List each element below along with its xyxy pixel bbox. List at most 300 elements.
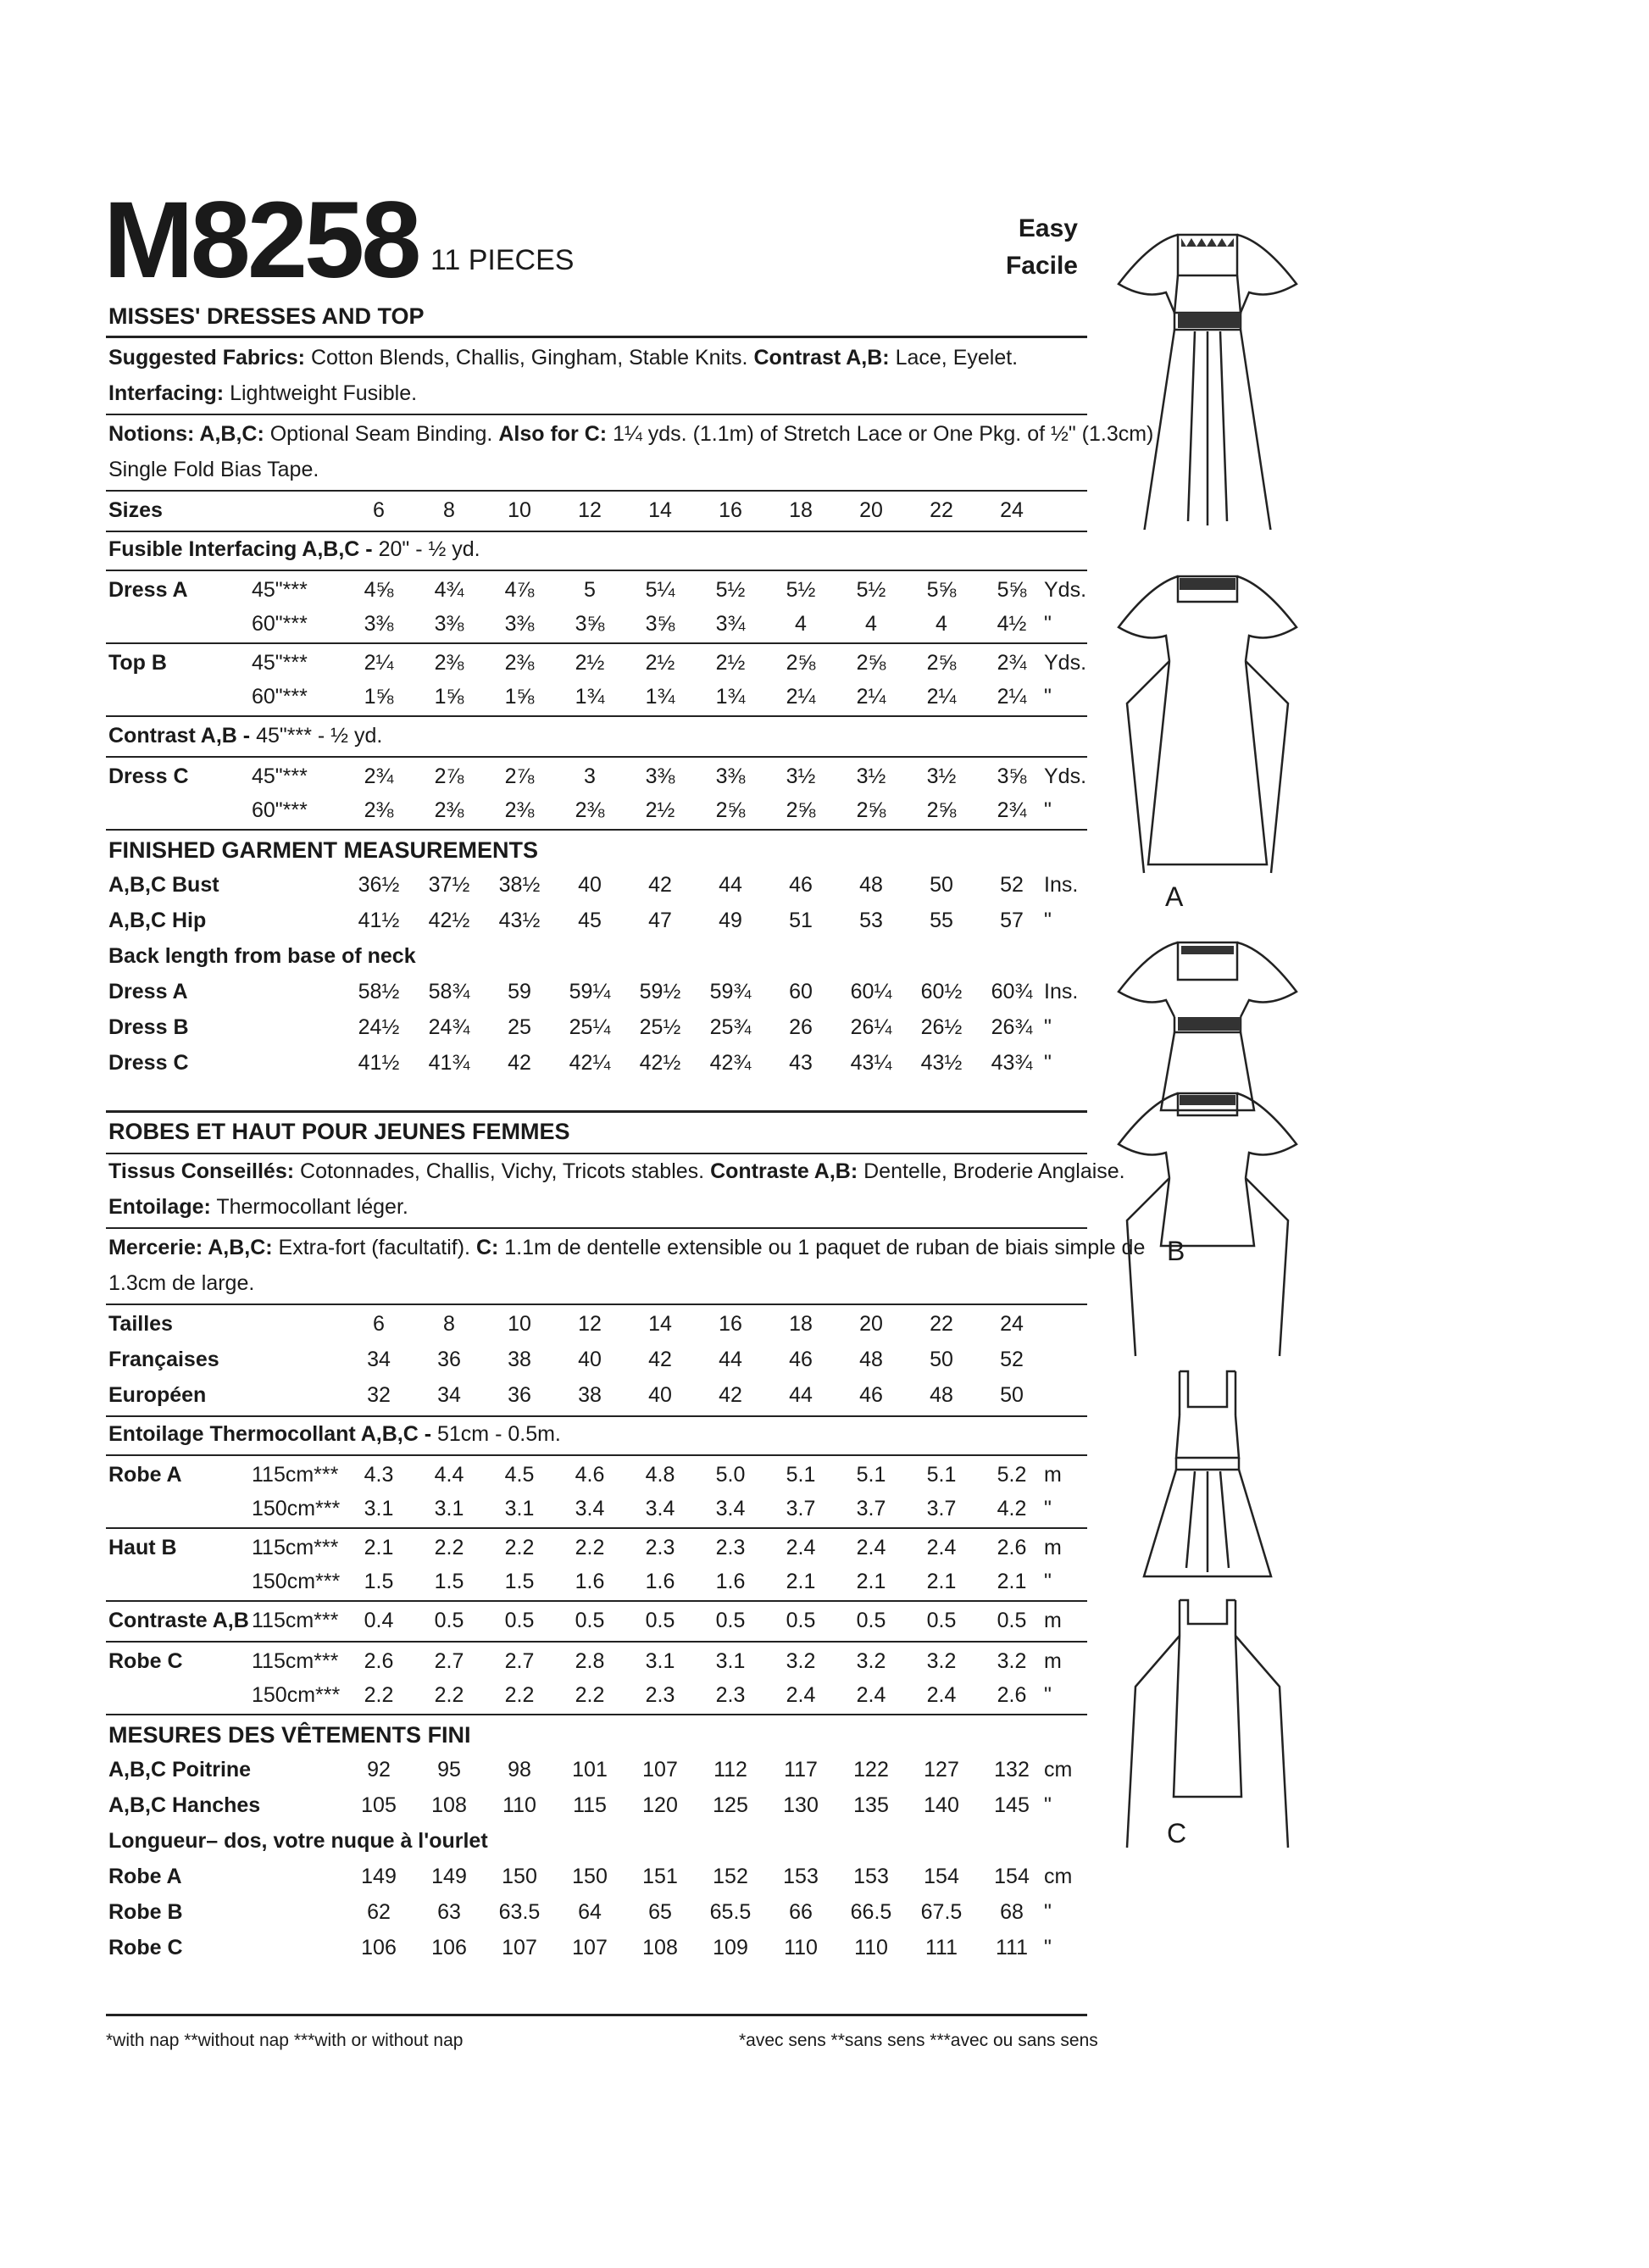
length-b-unit: " xyxy=(1044,1015,1052,1039)
europeen-value: 36 xyxy=(508,1383,531,1407)
hanches-value: 145 xyxy=(994,1793,1030,1817)
length-b-value: 24½ xyxy=(358,1015,400,1039)
top-b-yardage-value: 2¼ xyxy=(364,651,394,675)
haut-b-metrage-value: 1.5 xyxy=(434,1570,464,1593)
view-b-back-drawing xyxy=(1110,1085,1305,1365)
poitrine-value: 107 xyxy=(642,1758,678,1782)
contraste-metrage-value: 0.5 xyxy=(715,1609,746,1632)
robe-c-metrage-value: 2.7 xyxy=(504,1649,535,1673)
haut-b-metrage-value: 2.3 xyxy=(715,1536,746,1559)
longueur-a-value: 151 xyxy=(642,1865,678,1888)
top-b-yardage-value: 2⅝ xyxy=(926,651,957,675)
haut-b-metrage-fabric-width: 115cm*** xyxy=(252,1536,339,1559)
longueur-b-value: 63 xyxy=(437,1900,461,1924)
taille-value: 14 xyxy=(648,1312,672,1336)
contraste-metrage-value: 0.5 xyxy=(575,1609,605,1632)
difficulty-en: Easy xyxy=(1018,214,1078,242)
fusible-en-part: Fusible Interfacing A,B,C - xyxy=(108,537,373,561)
francaise-value: 48 xyxy=(859,1348,883,1371)
notions-en-part: Optional Seam Binding. xyxy=(269,422,493,446)
longueur-a-unit: cm xyxy=(1044,1865,1073,1888)
top-b-yardage-value: 2⅝ xyxy=(856,651,886,675)
hanches-value: 135 xyxy=(853,1793,889,1817)
dress-c-yardage-value: 3½ xyxy=(926,764,957,788)
size-value: 12 xyxy=(578,498,602,522)
robe-c-metrage-value: 2.2 xyxy=(575,1683,605,1707)
notions-fr-part: C: xyxy=(475,1236,499,1259)
europeen-label: Européen xyxy=(108,1383,207,1407)
robe-c-metrage-value: 3.2 xyxy=(786,1649,816,1673)
haut-b-metrage-value: 2.2 xyxy=(504,1536,535,1559)
length-b-value: 25½ xyxy=(639,1015,681,1039)
divider xyxy=(106,531,1087,532)
length-a-value: 59½ xyxy=(639,980,681,1003)
haut-b-metrage-value: 2.1 xyxy=(786,1570,816,1593)
haut-b-metrage-value: 1.6 xyxy=(575,1570,605,1593)
robe-a-metrage-value: 3.7 xyxy=(926,1497,957,1520)
footnote-fr: *avec sens **sans sens ***avec ou sans sens xyxy=(739,2031,1098,2050)
poitrine-label: A,B,C Poitrine xyxy=(108,1758,252,1782)
robe-c-metrage-value: 2.2 xyxy=(434,1683,464,1707)
hanches-label: A,B,C Hanches xyxy=(108,1793,261,1817)
top-b-yardage-fabric-width: 45"*** xyxy=(252,651,308,675)
view-c-back-drawing xyxy=(1110,1593,1305,1856)
longueur-b-value: 64 xyxy=(578,1900,602,1924)
dress-c-yardage-value: 3 xyxy=(584,764,596,788)
length-b-value: 24¾ xyxy=(428,1015,470,1039)
haut-b-metrage-value: 1.6 xyxy=(645,1570,675,1593)
length-c-value: 43¾ xyxy=(991,1051,1033,1075)
size-value: 18 xyxy=(789,498,813,522)
poitrine-value: 117 xyxy=(784,1758,818,1782)
length-b-value: 26¼ xyxy=(850,1015,892,1039)
length-a-value: 58¾ xyxy=(428,980,470,1003)
longueur-b-value: 66 xyxy=(789,1900,813,1924)
longueur-a-value: 153 xyxy=(853,1865,889,1888)
contraste-metrage-unit: m xyxy=(1044,1609,1062,1632)
size-value: 10 xyxy=(508,498,531,522)
robe-a-metrage-value: 4.8 xyxy=(645,1463,675,1487)
interfacing-en-part: Interfacing: xyxy=(108,381,225,405)
top-b-yardage-value: 1¾ xyxy=(715,685,746,709)
notions-en-line2: Single Fold Bias Tape. xyxy=(108,458,319,481)
robe-a-metrage-value: 3.1 xyxy=(364,1497,394,1520)
hip-value: 51 xyxy=(789,909,813,932)
bust-value: 36½ xyxy=(358,873,400,897)
size-value: 8 xyxy=(443,498,455,522)
length-c-unit: " xyxy=(1044,1051,1052,1075)
length-c-value: 42¾ xyxy=(709,1051,752,1075)
contrast-ab-en-part: Contrast A,B - xyxy=(108,724,251,748)
robe-a-metrage-value: 4.6 xyxy=(575,1463,605,1487)
hanches-value: 130 xyxy=(783,1793,819,1817)
robe-c-metrage-value: 2.4 xyxy=(786,1683,816,1707)
top-b-yardage-value: 2½ xyxy=(715,651,746,675)
dress-c-yardage-value: 2¾ xyxy=(364,764,394,788)
francaise-value: 46 xyxy=(789,1348,813,1371)
longueur-a-value: 154 xyxy=(994,1865,1030,1888)
dress-a-yardage-fabric-width: 45"*** xyxy=(252,578,308,602)
hip-value: 49 xyxy=(719,909,742,932)
contraste-metrage-value: 0.5 xyxy=(434,1609,464,1632)
interfacing-fr xyxy=(108,1197,408,1218)
longueur-b-label: Robe B xyxy=(108,1900,183,1924)
robe-a-metrage-value: 3.7 xyxy=(856,1497,886,1520)
taille-value: 10 xyxy=(508,1312,531,1336)
longueur-a-value: 150 xyxy=(502,1865,537,1888)
divider xyxy=(106,1153,1087,1154)
hanches-value: 108 xyxy=(431,1793,467,1817)
contraste-metrage-value: 0.5 xyxy=(856,1609,886,1632)
length-a-value: 59¼ xyxy=(569,980,611,1003)
taille-value: 24 xyxy=(1000,1312,1024,1336)
view-a-label: A xyxy=(1165,881,1184,912)
longueur-c-value: 110 xyxy=(854,1936,888,1959)
taille-value: 16 xyxy=(719,1312,742,1336)
bust-value: 46 xyxy=(789,873,813,897)
haut-b-metrage-value: 2.1 xyxy=(856,1570,886,1593)
robe-c-metrage-label: Robe C xyxy=(108,1649,183,1673)
interfacing-en-part: Lightweight Fusible. xyxy=(230,381,418,405)
robe-a-metrage-value: 3.7 xyxy=(786,1497,816,1520)
notions-fr-line2: 1.3cm de large. xyxy=(108,1271,255,1295)
dress-a-yardage-value: 5 xyxy=(584,578,596,602)
europeen-value: 48 xyxy=(930,1383,953,1407)
view-b-label: B xyxy=(1167,1236,1185,1266)
notions-fr xyxy=(108,1237,1145,1259)
longueur-c-label: Robe C xyxy=(108,1936,183,1959)
hip-value: 43½ xyxy=(498,909,541,932)
europeen-value: 40 xyxy=(648,1383,672,1407)
hip-value: 47 xyxy=(648,909,672,932)
haut-b-metrage-value: 2.1 xyxy=(997,1570,1027,1593)
mesures-title: MESURES DES VÊTEMENTS FINI xyxy=(108,1722,471,1748)
top-b-yardage-value: 2¼ xyxy=(997,685,1027,709)
bust-value: 42 xyxy=(648,873,672,897)
dress-c-yardage-value: 2⅝ xyxy=(715,798,746,822)
length-c-value: 43½ xyxy=(920,1051,963,1075)
length-c-value: 43¼ xyxy=(850,1051,892,1075)
robe-c-metrage-value: 3.2 xyxy=(856,1649,886,1673)
longueur-b-value: 66.5 xyxy=(850,1900,892,1924)
robe-a-metrage-value: 3.4 xyxy=(715,1497,746,1520)
poitrine-value: 92 xyxy=(367,1758,391,1782)
length-c-value: 43 xyxy=(789,1051,813,1075)
poitrine-value: 122 xyxy=(853,1758,889,1782)
section-title-fr: ROBES ET HAUT POUR JEUNES FEMMES xyxy=(108,1119,570,1144)
bust-value: 44 xyxy=(719,873,742,897)
contraste-metrage-value: 0.5 xyxy=(645,1609,675,1632)
poitrine-value: 132 xyxy=(994,1758,1030,1782)
divider xyxy=(106,1641,1087,1643)
robe-c-metrage-unit: m xyxy=(1044,1649,1062,1673)
haut-b-metrage-label: Haut B xyxy=(108,1536,177,1559)
taille-value: 18 xyxy=(789,1312,813,1336)
dress-c-yardage-label: Dress C xyxy=(108,764,189,788)
longueur-b-value: 65.5 xyxy=(709,1900,752,1924)
top-b-yardage-value: 1⅝ xyxy=(434,685,464,709)
dress-a-yardage-value: 5½ xyxy=(786,578,816,602)
dress-a-yardage-value: 4½ xyxy=(997,612,1027,636)
longueur-c-unit: " xyxy=(1044,1936,1052,1959)
hanches-value: 110 xyxy=(502,1793,536,1817)
top-b-yardage-value: 2⅜ xyxy=(504,651,535,675)
length-b-value: 26½ xyxy=(920,1015,963,1039)
longueur-b-value: 68 xyxy=(1000,1900,1024,1924)
poitrine-value: 98 xyxy=(508,1758,531,1782)
top-b-yardage-value: 1⅝ xyxy=(504,685,535,709)
poitrine-value: 112 xyxy=(713,1758,747,1782)
dress-c-yardage-value: 3⅝ xyxy=(997,764,1027,788)
taille-value: 22 xyxy=(930,1312,953,1336)
fabrics-fr-part: Tissus Conseillés: xyxy=(108,1159,295,1183)
length-a-value: 58½ xyxy=(358,980,400,1003)
divider xyxy=(106,490,1087,492)
longueur-c-value: 107 xyxy=(572,1936,608,1959)
francaise-value: 50 xyxy=(930,1348,953,1371)
taille-value: 6 xyxy=(373,1312,385,1336)
fabrics-fr xyxy=(108,1161,1125,1182)
hip-value: 41½ xyxy=(358,909,400,932)
back-length-label: Back length from base of neck xyxy=(108,944,416,968)
dress-a-yardage-unit: Yds. xyxy=(1044,578,1087,602)
dress-a-yardage-value: 3⅜ xyxy=(434,612,464,636)
dress-a-yardage-value: 3⅜ xyxy=(364,612,394,636)
divider xyxy=(106,1415,1087,1417)
longueur-c-value: 111 xyxy=(995,1936,1028,1959)
divider xyxy=(106,829,1087,831)
taille-value: 8 xyxy=(443,1312,455,1336)
hanches-value: 120 xyxy=(642,1793,678,1817)
divider xyxy=(106,336,1087,338)
longueur-b-value: 65 xyxy=(648,1900,672,1924)
haut-b-metrage-value: 1.6 xyxy=(715,1570,746,1593)
robe-a-metrage-value: 4.5 xyxy=(504,1463,535,1487)
francaise-value: 52 xyxy=(1000,1348,1024,1371)
bust-value: 50 xyxy=(930,873,953,897)
haut-b-metrage-unit: m xyxy=(1044,1536,1062,1559)
size-value: 22 xyxy=(930,498,953,522)
contraste-metrage-value: 0.5 xyxy=(997,1609,1027,1632)
robe-a-metrage-fabric-width: 150cm*** xyxy=(252,1497,341,1520)
fabrics-en xyxy=(108,347,1018,369)
top-b-yardage-value: 2⅜ xyxy=(434,651,464,675)
dress-a-yardage-value: 4 xyxy=(865,612,877,636)
length-b-value: 26¾ xyxy=(991,1015,1033,1039)
finished-title: FINISHED GARMENT MEASUREMENTS xyxy=(108,837,539,863)
europeen-value: 42 xyxy=(719,1383,742,1407)
robe-a-metrage-value: 5.1 xyxy=(786,1463,816,1487)
view-a-back-drawing xyxy=(1110,568,1305,881)
hip-value: 45 xyxy=(578,909,602,932)
length-b-label: Dress B xyxy=(108,1015,189,1039)
dress-a-yardage-value: 4 xyxy=(936,612,947,636)
haut-b-metrage-fabric-width: 150cm*** xyxy=(252,1570,341,1593)
francaise-value: 44 xyxy=(719,1348,742,1371)
section-title-en: MISSES' DRESSES AND TOP xyxy=(108,303,425,329)
longueur-a-label: Robe A xyxy=(108,1865,182,1888)
divider xyxy=(106,1227,1087,1229)
contraste-metrage-value: 0.5 xyxy=(786,1609,816,1632)
taille-value: 12 xyxy=(578,1312,602,1336)
dress-c-yardage-value: 2⅜ xyxy=(434,798,464,822)
francaises-label: Françaises xyxy=(108,1348,219,1371)
fabrics-fr-part: Contraste A,B: xyxy=(710,1159,858,1183)
notions-en xyxy=(108,424,1153,445)
fabrics-en-part: Lace, Eyelet. xyxy=(895,346,1019,370)
bust-label: A,B,C Bust xyxy=(108,873,219,897)
dress-a-yardage-value: 5⅝ xyxy=(997,578,1027,602)
length-a-label: Dress A xyxy=(108,980,188,1003)
poitrine-value: 127 xyxy=(924,1758,959,1782)
longueur-a-value: 154 xyxy=(924,1865,959,1888)
robe-a-metrage-value: 4.3 xyxy=(364,1463,394,1487)
robe-a-metrage-value: 5.0 xyxy=(715,1463,746,1487)
robe-c-metrage-value: 3.1 xyxy=(645,1649,675,1673)
interfacing-fr-part: Entoilage: xyxy=(108,1195,211,1219)
dress-a-yardage-unit: " xyxy=(1044,612,1052,636)
robe-a-metrage-value: 5.1 xyxy=(856,1463,886,1487)
length-c-label: Dress C xyxy=(108,1051,189,1075)
bust-value: 52 xyxy=(1000,873,1024,897)
dress-a-yardage-value: 4⅞ xyxy=(504,578,535,602)
robe-c-metrage-value: 2.3 xyxy=(715,1683,746,1707)
divider xyxy=(106,715,1087,717)
francaise-value: 40 xyxy=(578,1348,602,1371)
hanches-value: 125 xyxy=(713,1793,748,1817)
notions-en-part: Also for C: xyxy=(498,422,608,446)
longueur-a-value: 153 xyxy=(783,1865,819,1888)
dress-a-yardage-value: 4 xyxy=(795,612,807,636)
length-c-value: 42 xyxy=(508,1051,531,1075)
bust-value: 37½ xyxy=(428,873,470,897)
robe-c-metrage-value: 3.2 xyxy=(997,1649,1027,1673)
dress-a-yardage-value: 4¾ xyxy=(434,578,464,602)
dress-c-yardage-fabric-width: 60"*** xyxy=(252,798,308,822)
robe-c-metrage-fabric-width: 150cm*** xyxy=(252,1683,341,1707)
robe-c-metrage-value: 2.2 xyxy=(364,1683,394,1707)
divider xyxy=(106,642,1087,644)
dress-a-yardage-value: 5½ xyxy=(856,578,886,602)
dress-c-yardage-value: 2¾ xyxy=(997,798,1027,822)
contraste-metrage-value: 0.4 xyxy=(364,1609,394,1632)
size-value: 6 xyxy=(373,498,385,522)
divider xyxy=(106,1527,1087,1529)
dress-a-yardage-value: 5¼ xyxy=(645,578,675,602)
robe-c-metrage-value: 2.8 xyxy=(575,1649,605,1673)
view-c-label: C xyxy=(1167,1818,1187,1848)
footnote-en: *with nap **without nap ***with or without nap xyxy=(106,2031,464,2050)
poitrine-unit: cm xyxy=(1044,1758,1073,1782)
longueur-a-value: 149 xyxy=(431,1865,467,1888)
longueur-c-value: 108 xyxy=(642,1936,678,1959)
robe-a-metrage-value: 3.1 xyxy=(434,1497,464,1520)
robe-a-metrage-value: 5.1 xyxy=(926,1463,957,1487)
dress-a-yardage-fabric-width: 60"*** xyxy=(252,612,308,636)
length-a-value: 60¾ xyxy=(991,980,1033,1003)
divider xyxy=(106,1304,1087,1305)
top-b-yardage-value: 2¼ xyxy=(786,685,816,709)
top-b-yardage-value: 1¾ xyxy=(645,685,675,709)
dress-c-yardage-value: 2⅜ xyxy=(364,798,394,822)
robe-c-metrage-value: 2.2 xyxy=(504,1683,535,1707)
hanches-value: 115 xyxy=(573,1793,607,1817)
europeen-value: 50 xyxy=(1000,1383,1024,1407)
interfacing-en xyxy=(108,383,417,404)
sizes-label: Sizes xyxy=(108,498,163,522)
robe-a-metrage-value: 3.4 xyxy=(575,1497,605,1520)
entoilage-fr-part: 51cm - 0.5m. xyxy=(437,1422,561,1446)
europeen-value: 32 xyxy=(367,1383,391,1407)
longueur-b-value: 62 xyxy=(367,1900,391,1924)
longueur-b-unit: " xyxy=(1044,1900,1052,1924)
top-b-yardage-value: 2½ xyxy=(645,651,675,675)
dress-c-yardage-value: 2⅝ xyxy=(786,798,816,822)
piece-count: 11 PIECES xyxy=(430,244,575,276)
top-b-yardage-value: 2½ xyxy=(575,651,605,675)
robe-a-metrage-unit: m xyxy=(1044,1463,1062,1487)
hip-unit: " xyxy=(1044,909,1052,932)
size-value: 20 xyxy=(859,498,883,522)
notions-fr-part: 1.1m de dentelle extensible ou 1 paquet de ruban de biais simple de xyxy=(504,1236,1146,1259)
haut-b-metrage-value: 2.3 xyxy=(645,1536,675,1559)
top-b-yardage-value: 2¼ xyxy=(856,685,886,709)
interfacing-fr-part: Thermocollant léger. xyxy=(216,1195,408,1219)
bust-value: 48 xyxy=(859,873,883,897)
length-a-value: 60 xyxy=(789,980,813,1003)
difficulty xyxy=(1000,210,1078,285)
divider xyxy=(106,570,1087,571)
notions-en-part: 1¼ yds. (1.1m) of Stretch Lace or One Pkg. of ½" (1.3cm) xyxy=(613,422,1154,446)
dress-c-yardage-value: 2⅜ xyxy=(504,798,535,822)
dress-c-yardage-unit: " xyxy=(1044,798,1052,822)
notions-fr-part: Extra-fort (facultatif). xyxy=(278,1236,470,1259)
dress-c-yardage-value: 2⅝ xyxy=(926,798,957,822)
haut-b-metrage-value: 2.4 xyxy=(856,1536,886,1559)
size-value: 16 xyxy=(719,498,742,522)
dress-a-yardage-value: 3⅝ xyxy=(645,612,675,636)
haut-b-metrage-value: 2.6 xyxy=(997,1536,1027,1559)
length-a-value: 59 xyxy=(508,980,531,1003)
top-b-yardage-value: 2¾ xyxy=(997,651,1027,675)
longueur-label: Longueur– dos, votre nuque à l'ourlet xyxy=(108,1829,488,1853)
dress-a-yardage-value: 4⅝ xyxy=(364,578,394,602)
longueur-b-value: 67.5 xyxy=(920,1900,963,1924)
entoilage-fr-part: Entoilage Thermocollant A,B,C - xyxy=(108,1422,432,1446)
divider xyxy=(106,1110,1087,1113)
fabrics-fr-part: Dentelle, Broderie Anglaise. xyxy=(863,1159,1125,1183)
robe-a-metrage-value: 3.1 xyxy=(504,1497,535,1520)
length-c-value: 42½ xyxy=(639,1051,681,1075)
robe-c-metrage-value: 3.1 xyxy=(715,1649,746,1673)
robe-a-metrage-fabric-width: 115cm*** xyxy=(252,1463,339,1487)
robe-c-metrage-fabric-width: 115cm*** xyxy=(252,1649,339,1673)
entoilage-fr xyxy=(108,1424,561,1445)
dress-a-yardage-value: 5⅝ xyxy=(926,578,957,602)
robe-a-metrage-label: Robe A xyxy=(108,1463,182,1487)
dress-c-yardage-value: 2⅞ xyxy=(504,764,535,788)
francaise-value: 34 xyxy=(367,1348,391,1371)
length-a-value: 60½ xyxy=(920,980,963,1003)
robe-c-metrage-value: 2.6 xyxy=(997,1683,1027,1707)
top-b-yardage-value: 2¼ xyxy=(926,685,957,709)
contraste-metrage-fabric-width: 115cm*** xyxy=(252,1609,339,1632)
robe-c-metrage-value: 3.2 xyxy=(926,1649,957,1673)
fabrics-en-part: Suggested Fabrics: xyxy=(108,346,305,370)
contrast-ab-en xyxy=(108,725,382,747)
dress-c-yardage-fabric-width: 45"*** xyxy=(252,764,308,788)
divider xyxy=(106,1714,1087,1715)
